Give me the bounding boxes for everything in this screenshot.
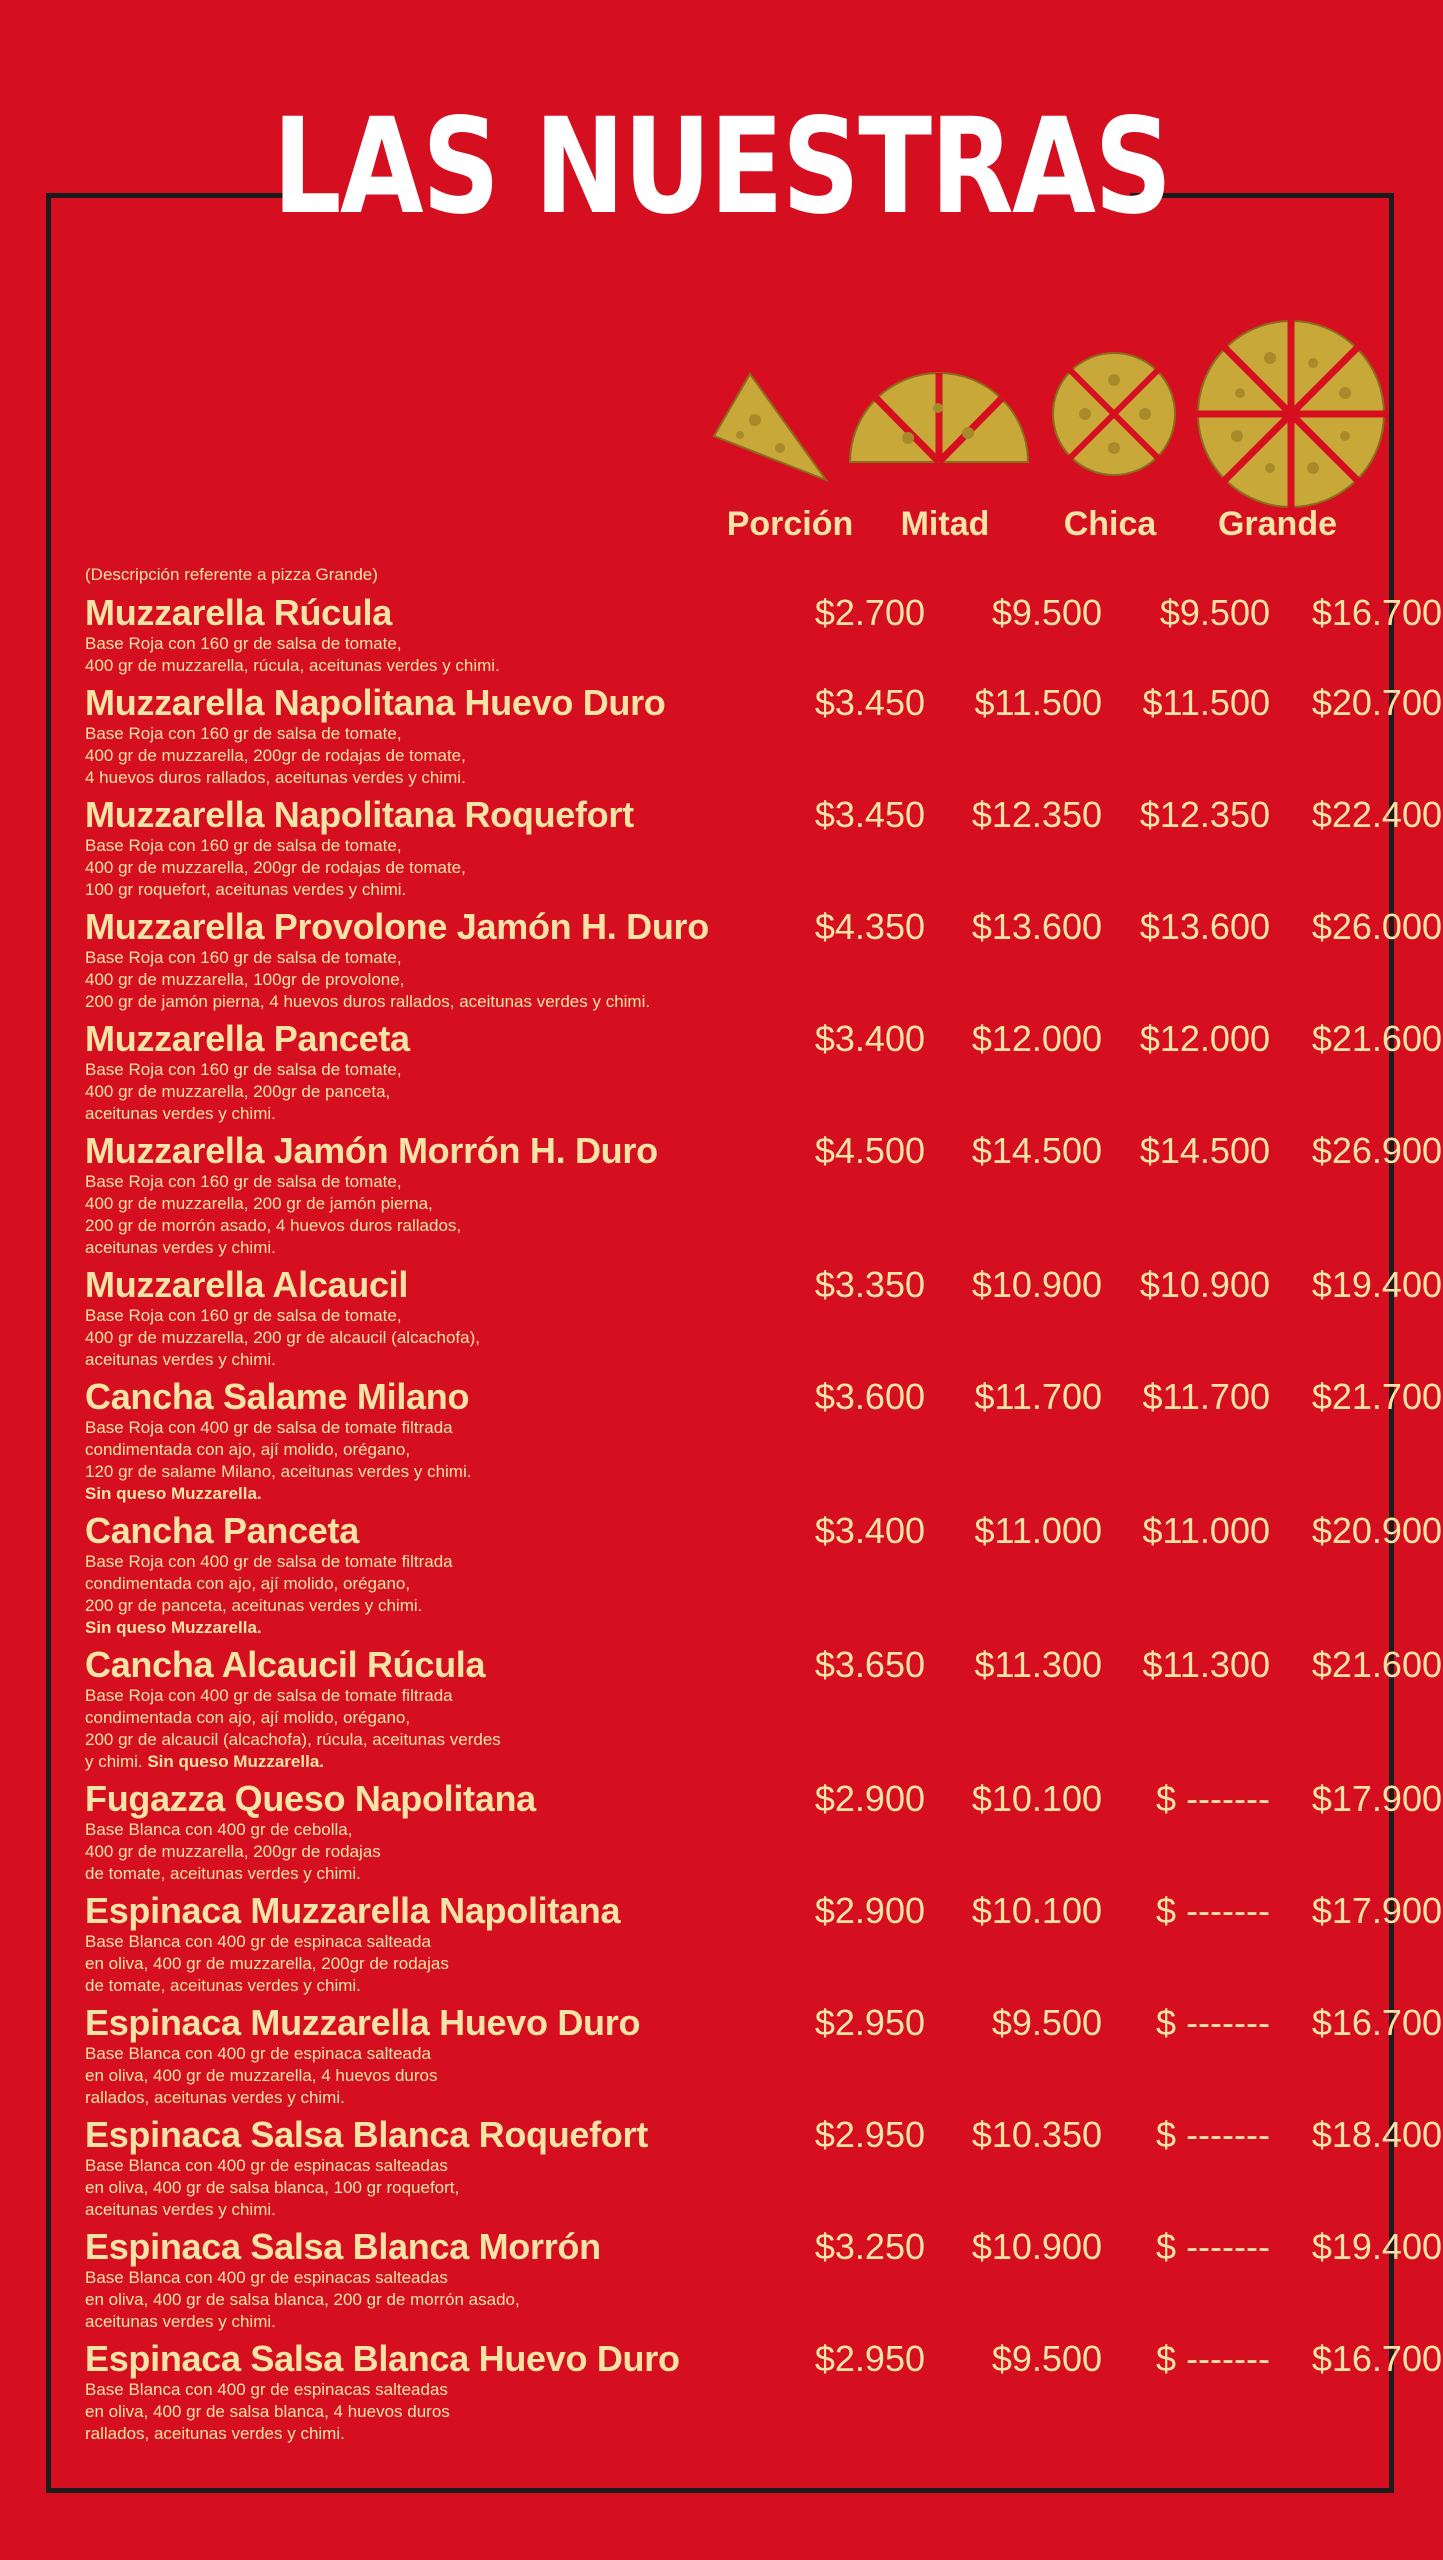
menu-item: [85, 1510, 1442, 1639]
price-grande: $17.900: [1311, 1778, 1442, 1819]
item-description-text: Base Blanca con 400 gr de cebolla, 400 gr de muzzarella, 200gr de rodajas de tomate, aceitunas verdes y chimi.: [85, 1820, 381, 1883]
item-name: Fugazza Queso Napolitana: [85, 1778, 536, 1819]
item-description-text: Base Roja con 160 gr de salsa de tomate, 400 gr de muzzarella, 200 gr de jamón pierna, 200 gr de morrón asado, 4 huevos duros rallados, aceitunas verdes y chimi.: [85, 1172, 462, 1257]
price-chica: $ -------: [1156, 1778, 1270, 1819]
price-porcion: $2.950: [814, 2002, 925, 2043]
price-porcion: $3.400: [814, 1018, 925, 1059]
pizza-slice-icon: [710, 370, 830, 485]
price-grande: $16.700: [1311, 2338, 1442, 2379]
item-description-text: Base Blanca con 400 gr de espinacas salteadas en oliva, 400 gr de salsa blanca, 4 huevos duros rallados, aceitunas verdes y chimi.: [85, 2380, 450, 2443]
price-porcion: $3.350: [814, 1264, 925, 1305]
price-mitad: $9.500: [991, 2338, 1102, 2379]
item-description-text: Base Roja con 400 gr de salsa de tomate filtrada condimentada con ajo, ají molido, orégano, 120 gr de salame Milano, aceitunas verdes y chimi.: [85, 1418, 472, 1481]
item-description: [85, 2155, 1385, 2221]
item-description: [85, 1305, 1385, 1371]
item-description: [85, 1417, 1385, 1505]
price-porcion: $4.350: [814, 906, 925, 947]
item-description: [85, 2267, 1385, 2333]
price-mitad: $12.350: [971, 794, 1102, 835]
price-grande: $20.700: [1311, 682, 1442, 723]
item-name: Cancha Panceta: [85, 1510, 359, 1551]
price-chica: $14.500: [1139, 1130, 1270, 1171]
item-description-bold: Sin queso Muzzarella.: [85, 1484, 262, 1503]
price-mitad: $13.600: [971, 906, 1102, 947]
item-name: Muzzarella Panceta: [85, 1018, 410, 1059]
column-header-grande: Grande: [1217, 505, 1338, 543]
menu-item: [85, 906, 1442, 1013]
item-description: [85, 1931, 1385, 1997]
item-name: Muzzarella Jamón Morrón H. Duro: [85, 1130, 658, 1171]
price-porcion: $2.900: [814, 1778, 925, 1819]
item-description-text: Base Roja con 400 gr de salsa de tomate filtrada condimentada con ajo, ají molido, orégano, 200 gr de alcaucil (alcachofa), rúcula, aceitunas verdes y chimi.: [85, 1686, 501, 1771]
price-chica: $ -------: [1156, 2002, 1270, 2043]
item-name: Muzzarella Alcaucil: [85, 1264, 409, 1305]
menu-item: [85, 2002, 1442, 2109]
price-porcion: $3.650: [814, 1644, 925, 1685]
price-chica: $11.700: [1142, 1376, 1270, 1417]
price-chica: $ -------: [1156, 2338, 1270, 2379]
item-name: Espinaca Salsa Blanca Roquefort: [85, 2114, 648, 2155]
large-pizza-icon: [1195, 318, 1387, 510]
menu-item: [85, 1376, 1442, 1505]
price-chica: $9.500: [1159, 592, 1270, 633]
price-chica: $10.900: [1139, 1264, 1270, 1305]
item-description-text: Base Blanca con 400 gr de espinacas salteadas en oliva, 400 gr de salsa blanca, 100 gr roquefort, aceitunas verdes y chimi.: [85, 2156, 460, 2219]
price-chica: $ -------: [1156, 2226, 1270, 2267]
price-grande: $16.700: [1311, 592, 1442, 633]
column-header-mitad: Mitad: [900, 505, 990, 543]
price-mitad: $9.500: [991, 592, 1102, 633]
item-description-text: Base Roja con 160 gr de salsa de tomate, 400 gr de muzzarella, 200gr de panceta, aceitunas verdes y chimi.: [85, 1060, 402, 1123]
price-porcion: $2.950: [814, 2338, 925, 2379]
menu-item: [85, 2226, 1442, 2333]
price-porcion: $2.950: [814, 2114, 925, 2155]
item-description: [85, 2379, 1385, 2445]
menu-item: [85, 1778, 1442, 1885]
price-grande: $16.700: [1311, 2002, 1442, 2043]
menu-item: [85, 1644, 1442, 1773]
item-name: Muzzarella Napolitana Huevo Duro: [85, 682, 666, 723]
item-description: [85, 1819, 1385, 1885]
item-description: [85, 633, 1385, 677]
price-grande: $20.900: [1311, 1510, 1442, 1551]
item-description: [85, 835, 1385, 901]
item-name: Cancha Salame Milano: [85, 1376, 470, 1417]
price-chica: $ -------: [1156, 2114, 1270, 2155]
price-mitad: $9.500: [991, 2002, 1102, 2043]
price-chica: $11.000: [1142, 1510, 1270, 1551]
item-description-text: Base Roja con 160 gr de salsa de tomate, 400 gr de muzzarella, 100gr de provolone, 200 gr de jamón pierna, 4 huevos duros rallados, aceitunas verdes y chimi.: [85, 948, 651, 1011]
price-chica: $11.300: [1142, 1644, 1270, 1685]
item-description-text: Base Roja con 160 gr de salsa de tomate, 400 gr de muzzarella, 200gr de rodajas de tomate, 100 gr roquefort, aceitunas verdes y chimi.: [85, 836, 466, 899]
price-chica: $13.600: [1139, 906, 1270, 947]
small-pizza-icon: [1050, 350, 1178, 478]
price-chica: $12.350: [1139, 794, 1270, 835]
price-mitad: $10.900: [971, 1264, 1102, 1305]
item-description: [85, 1685, 1385, 1773]
price-mitad: $11.500: [974, 682, 1102, 723]
item-description: [85, 1171, 1385, 1259]
price-mitad: $11.700: [974, 1376, 1102, 1417]
price-mitad: $11.000: [974, 1510, 1102, 1551]
menu-item: [85, 1130, 1442, 1259]
price-mitad: $10.350: [971, 2114, 1102, 2155]
item-description-text: Base Roja con 160 gr de salsa de tomate, 400 gr de muzzarella, 200gr de rodajas de tomate, 4 huevos duros rallados, aceitunas verdes y chimi.: [85, 724, 466, 787]
price-porcion: $3.400: [814, 1510, 925, 1551]
menu-item: [85, 1264, 1442, 1371]
price-mitad: $12.000: [971, 1018, 1102, 1059]
item-name: Cancha Alcaucil Rúcula: [85, 1644, 486, 1685]
menu-item: [85, 1018, 1442, 1125]
price-grande: $26.900: [1311, 1130, 1442, 1171]
price-chica: $ -------: [1156, 1890, 1270, 1931]
price-mitad: $14.500: [971, 1130, 1102, 1171]
price-mitad: $11.300: [974, 1644, 1102, 1685]
item-description-text: Base Roja con 160 gr de salsa de tomate, 400 gr de muzzarella, rúcula, aceitunas verdes y chimi.: [85, 634, 500, 675]
item-description: [85, 947, 1385, 1013]
price-grande: $21.600: [1311, 1644, 1442, 1685]
price-grande: $18.400: [1311, 2114, 1442, 2155]
menu-item: [85, 682, 1442, 789]
menu-item: [85, 2114, 1442, 2221]
item-name: Espinaca Salsa Blanca Morrón: [85, 2226, 601, 2267]
item-description-text: Base Roja con 400 gr de salsa de tomate filtrada condimentada con ajo, ají molido, orégano, 200 gr de panceta, aceitunas verdes y chimi.: [85, 1552, 453, 1615]
price-chica: $11.500: [1142, 682, 1270, 723]
price-chica: $12.000: [1139, 1018, 1270, 1059]
price-mitad: $10.100: [971, 1890, 1102, 1931]
price-porcion: $4.500: [814, 1130, 925, 1171]
price-grande: $19.400: [1311, 2226, 1442, 2267]
page-title: LAS NUESTRAS: [272, 90, 1171, 244]
price-grande: $21.700: [1311, 1376, 1442, 1417]
item-description-bold: Sin queso Muzzarella.: [85, 1618, 262, 1637]
item-name: Muzzarella Provolone Jamón H. Duro: [85, 906, 709, 947]
price-porcion: $3.450: [814, 794, 925, 835]
item-description-text: Base Blanca con 400 gr de espinaca salteada en oliva, 400 gr de muzzarella, 200gr de rodajas de tomate, aceitunas verdes y chimi.: [85, 1932, 449, 1995]
item-name: Espinaca Muzzarella Huevo Duro: [85, 2002, 641, 2043]
item-name: Muzzarella Napolitana Roquefort: [85, 794, 634, 835]
column-header-chica: Chica: [1063, 505, 1157, 543]
price-grande: $17.900: [1311, 1890, 1442, 1931]
item-name: Muzzarella Rúcula: [85, 592, 392, 633]
item-description-text: Base Roja con 160 gr de salsa de tomate, 400 gr de muzzarella, 200 gr de alcaucil (alcachofa), aceitunas verdes y chimi.: [85, 1306, 480, 1369]
item-description: [85, 2043, 1385, 2109]
price-mitad: $10.100: [971, 1778, 1102, 1819]
price-grande: $19.400: [1311, 1264, 1442, 1305]
price-porcion: $3.250: [814, 2226, 925, 2267]
item-name: Espinaca Salsa Blanca Huevo Duro: [85, 2338, 680, 2379]
item-description: [85, 723, 1385, 789]
item-name: Espinaca Muzzarella Napolitana: [85, 1890, 621, 1931]
price-grande: $22.400: [1311, 794, 1442, 835]
half-pizza-icon: [848, 368, 1030, 468]
item-description-text: Base Blanca con 400 gr de espinacas salteadas en oliva, 400 gr de salsa blanca, 200 gr de morrón asado, aceitunas verdes y chimi.: [85, 2268, 520, 2331]
item-description-bold: Sin queso Muzzarella.: [147, 1752, 324, 1771]
menu-item: [85, 794, 1442, 901]
item-description-text: Base Blanca con 400 gr de espinaca salteada en oliva, 400 gr de muzzarella, 4 huevos duros rallados, aceitunas verdes y chimi.: [85, 2044, 438, 2107]
price-porcion: $2.900: [814, 1890, 925, 1931]
price-grande: $26.000: [1311, 906, 1442, 947]
menu-item: [85, 592, 1442, 677]
menu-item: [85, 2338, 1442, 2445]
price-grande: $21.600: [1311, 1018, 1442, 1059]
price-porcion: $3.600: [814, 1376, 925, 1417]
menu-item: [85, 1890, 1442, 1997]
price-mitad: $10.900: [971, 2226, 1102, 2267]
price-porcion: $3.450: [814, 682, 925, 723]
description-note: (Descripción referente a pizza Grande): [85, 565, 378, 584]
column-header-porcion: Porción: [726, 505, 854, 543]
item-description: [85, 1059, 1385, 1125]
item-description: [85, 1551, 1385, 1639]
price-porcion: $2.700: [814, 592, 925, 633]
